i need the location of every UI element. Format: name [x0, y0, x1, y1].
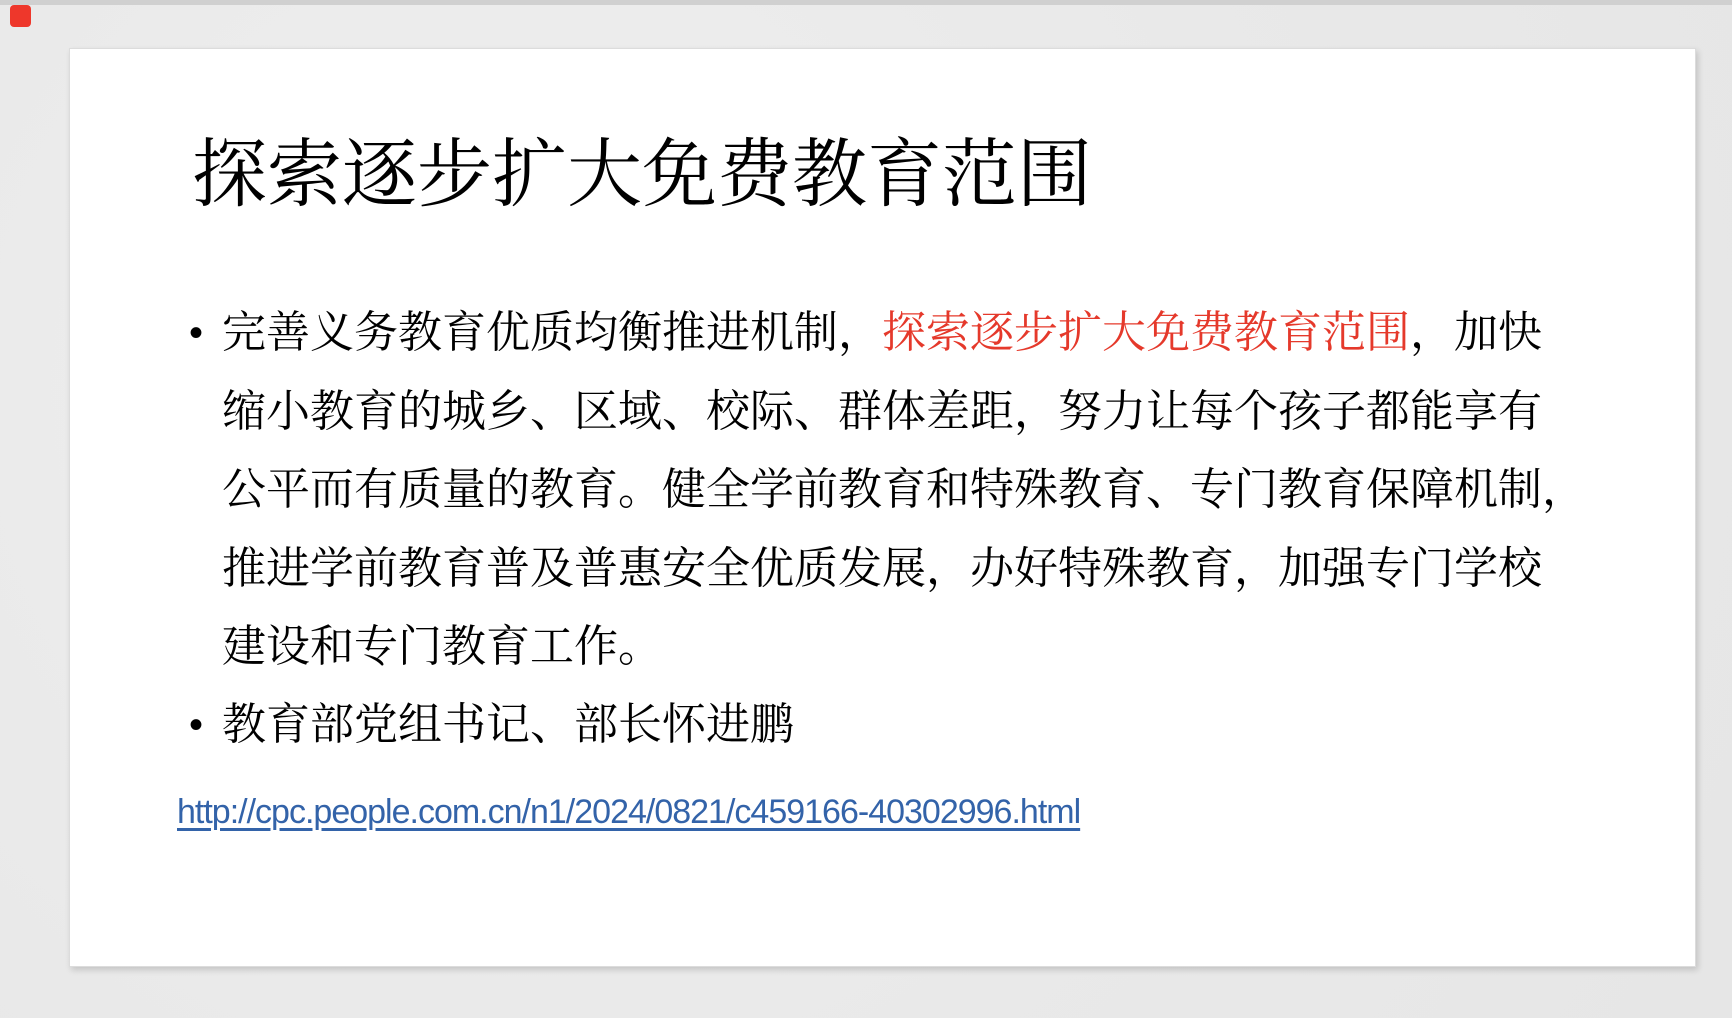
bullet-item-1 — [189, 294, 1586, 687]
body-line — [222, 608, 1586, 687]
body-line — [222, 294, 1586, 373]
bullet-marker: • — [189, 703, 204, 747]
body-text-segment: 完善义务教育优质均衡推进机制， — [222, 308, 882, 357]
body-text-segment: 教育部党组书记、部长怀进鹏 — [222, 700, 794, 749]
recording-indicator-button[interactable] — [10, 5, 31, 27]
highlighted-red-text: 探索逐步扩大免费教育范围 — [882, 308, 1410, 357]
body-text-segment: 推进学前教育普及普惠安全优质发展，办好特殊教育，加强专门学校 — [222, 543, 1542, 593]
bullet-marker: • — [189, 311, 204, 355]
window-top-bar — [0, 0, 1732, 5]
body-line — [222, 686, 794, 765]
slide-title: 探索逐步扩大免费教育范围 — [192, 134, 1093, 217]
body-text-segment: ，加快 — [1410, 308, 1542, 357]
body-line — [222, 451, 1586, 530]
body-text-segment: 建设和专门教育工作。 — [222, 622, 662, 671]
body-line — [222, 373, 1586, 452]
body-line — [222, 530, 1586, 609]
presentation-slide — [69, 48, 1696, 967]
bullet-item-2 — [189, 686, 794, 765]
hyperlink[interactable]: http://cpc.people.com.cn/n1/2024/0821/c459166-40302996.html — [177, 793, 1081, 831]
body-text-segment: 公平而有质量的教育。健全学前教育和特殊教育、专门教育保障机制， — [222, 465, 1586, 514]
body-text-segment: 缩小教育的城乡、区域、校际、群体差距，努力让每个孩子都能享有 — [222, 386, 1542, 436]
